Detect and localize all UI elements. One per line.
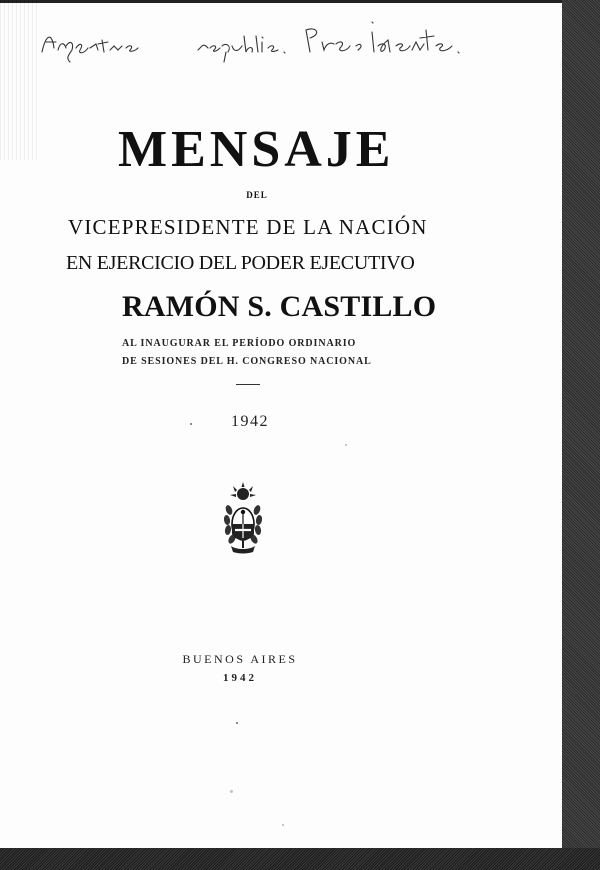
- document-title: MENSAJE: [118, 121, 395, 178]
- scan-speck: [282, 824, 284, 826]
- scan-bottom-edge: [0, 848, 600, 870]
- title-connector: DEL: [246, 190, 268, 200]
- handwritten-annotation: [40, 12, 510, 72]
- scan-speck: [345, 444, 347, 446]
- scan-right-edge: [562, 0, 600, 870]
- author-name: RAMÓN S. CASTILLO: [122, 290, 437, 323]
- imprint-year: 1942: [223, 672, 257, 684]
- occasion-line-2: DE SESIONES DEL H. CONGRESO NACIONAL: [122, 356, 372, 367]
- coat-of-arms-of-argentina-icon: [221, 482, 265, 556]
- imprint-city: BUENOS AIRES: [182, 652, 298, 666]
- scan-speck: [230, 790, 233, 793]
- occasion-line-1: AL INAUGURAR EL PERÍODO ORDINARIO: [122, 338, 357, 349]
- author-role-line-2: EN EJERCICIO DEL PODER EJECUTIVO: [66, 252, 415, 274]
- scan-top-edge: [0, 0, 600, 3]
- separator-rule: [236, 384, 260, 385]
- scan-speck: [190, 423, 192, 425]
- author-role-line-1: VICEPRESIDENTE DE LA NACIÓN: [68, 215, 428, 239]
- scan-corner-noise: [0, 0, 40, 160]
- scan-speck: [236, 722, 238, 724]
- document-year: 1942: [231, 413, 269, 430]
